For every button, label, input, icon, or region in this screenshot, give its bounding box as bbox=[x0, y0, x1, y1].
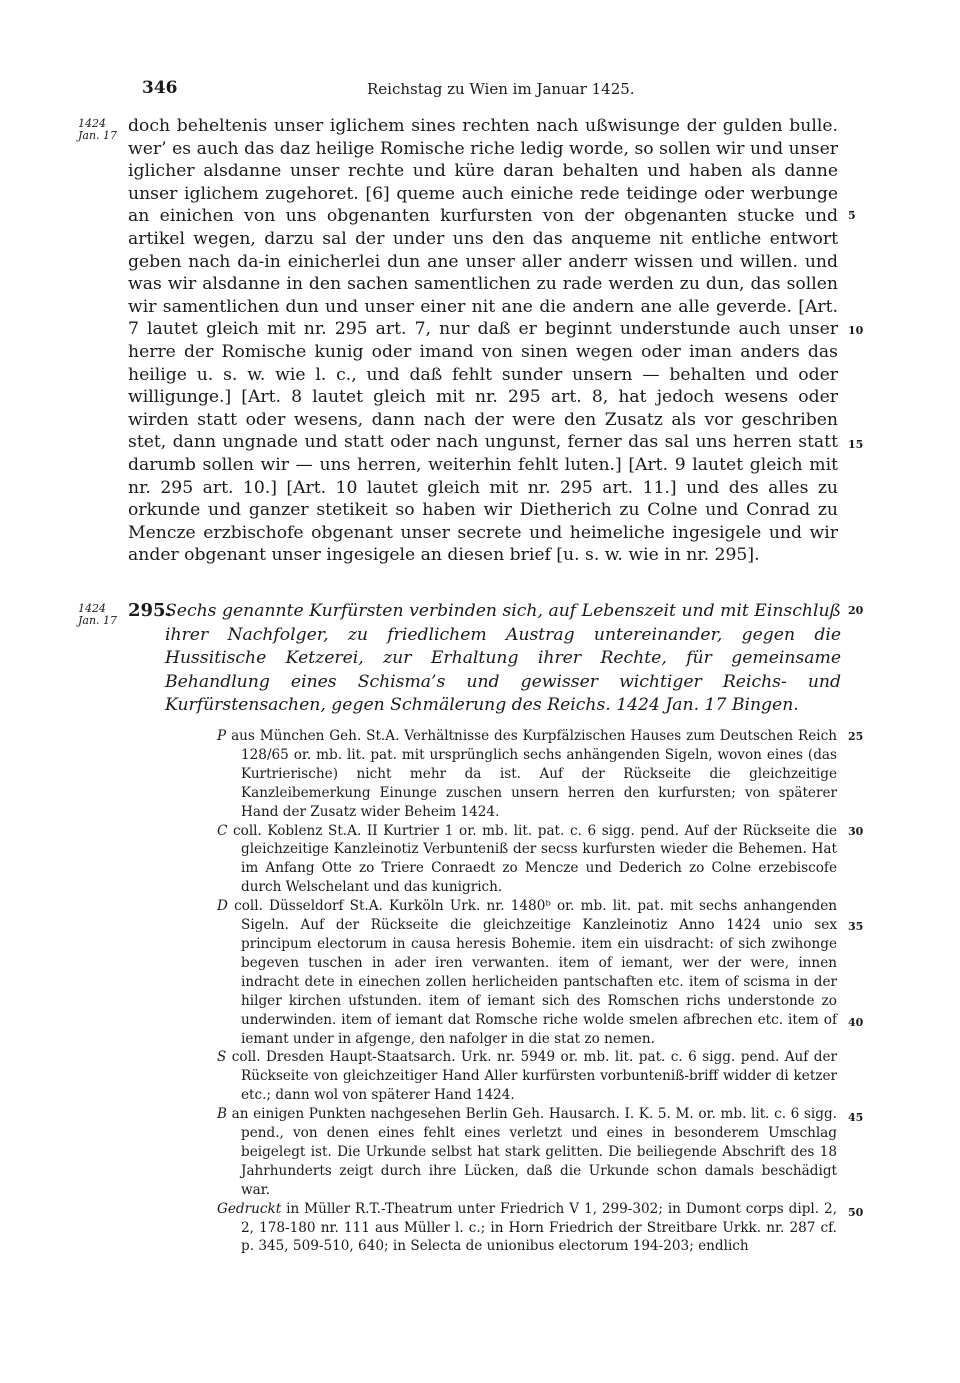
margin-date bbox=[78, 603, 126, 627]
line-number: 40 bbox=[848, 1016, 864, 1029]
apparatus-siglum: Gedruckt bbox=[217, 1200, 282, 1217]
margin-date-year: 1424 bbox=[78, 117, 106, 130]
apparatus-siglum: D bbox=[217, 898, 228, 915]
line-number: 50 bbox=[848, 1206, 864, 1219]
apparatus-text: in Müller R.T.-Theatrum unter Friedrich V 1, 299-302; in Dumont corps dipl. 2, 2, 178-180 nr. 111 aus Müller l. c.; in Horn Friedrich der Streitbare Urkk. nr. 287 cf. p. 345, 509-510, 640; in Selecta de unionibus electorum 194-203; endlich bbox=[241, 1200, 837, 1255]
apparatus-entry bbox=[217, 1200, 837, 1257]
apparatus-entry bbox=[217, 1105, 837, 1200]
line-number: 10 bbox=[848, 324, 864, 337]
document-body-text bbox=[128, 115, 838, 567]
apparatus-text: aus München Geh. St.A. Verhältnisse des Kurpfälzischen Hauses zum Deutschen Reich 128/65 or. mb. lit. pat. mit ursprünglich sechs anhängenden Sigeln, wovon eines (das Kurtrierische) nicht mehr da ist. Auf der Rückseite die gleichzeitige Kanzleibemerkung Einunge zuschen unsern herren den kurfursten; von späterer Hand der Zusatz wider Beheim 1424. bbox=[231, 728, 838, 820]
margin-date-day: Jan. 17 bbox=[78, 129, 118, 142]
line-number: 35 bbox=[848, 920, 864, 933]
apparatus-text: coll. Koblenz St.A. II Kurtrier 1 or. mb. lit. pat. c. 6 sigg. pend. Auf der Rückseite die gleichzeitige Kanzleinotiz Verbunteniß der secss kurfursten wieder die Behemen. Hat im Anfang Otte zo Triere Conraedt zo Mencze und Dederich zo Colne erzebiscofe durch Welschelant und das kunigrich. bbox=[233, 822, 837, 896]
page-number: 346 bbox=[142, 78, 178, 98]
line-number: 30 bbox=[848, 825, 864, 838]
line-number: 15 bbox=[848, 438, 864, 451]
apparatus-siglum: C bbox=[217, 822, 228, 839]
line-number: 25 bbox=[848, 730, 864, 743]
apparatus-entry bbox=[217, 1048, 837, 1105]
apparatus-text: coll. Düsseldorf St.A. Kurköln Urk. nr. 1480ᵇ or. mb. lit. pat. mit sechs anhangenden Sigeln. Auf der Rückseite die gleichzeitige Kanzleinotiz Anno 1424 unio sex principum electorum in causa heresis Bohemie. item ein uisdracht: of sich zwihonge begeven tuschen in ader iren verwanten. item of iemant, wer der were, innen indracht dete in einechen zollen herlicheiden pantschaften etc. item of scisma in der hilger kirchen ufstunden. item of iemant sich des Romschen richs understonde zo underwinden. item of iemant dat Romsche riche wolde smelen afbrechen etc. item of iemant under in afgenge, den nafolger in die stat zo nemen. bbox=[234, 898, 837, 1047]
document-number: 295. bbox=[128, 600, 172, 621]
margin-date-day: Jan. 17 bbox=[78, 614, 118, 627]
page-header bbox=[142, 78, 842, 100]
apparatus-siglum: S bbox=[217, 1049, 227, 1066]
critical-apparatus bbox=[217, 727, 837, 1256]
apparatus-siglum: P bbox=[217, 728, 227, 744]
line-number: 5 bbox=[848, 209, 856, 222]
apparatus-text: coll. Dresden Haupt-Staatsarch. Urk. nr. 5949 or. mb. lit. pat. c. 6 sigg. pend. Auf der Rückseite von gleichzeitiger Hand Aller kurfürsten vorbunteniß-briff widder di ketzer etc.; dann wol von späterer Hand 1424. bbox=[231, 1049, 838, 1104]
line-number: 20 bbox=[848, 604, 864, 617]
body-paragraph: doch beheltenis unser iglichem sines rechten nach ußwisunge der gulden bulle. wer’ es auch das daz heilige Romische riche ledig worde, so sollen wir und unser iglicher alsdanne unser rechte und küre daran behalten und haben als danne unser iglichem zugehoret. [6] queme auch einiche rede teidinge oder werbunge an einichen von uns obgenanten kurfursten von der obgenanten stucke und artikel wegen, darzu sal der under uns den das anqueme nit entliche entwort geben nach da-in einicherlei dun ane unser aller anderr wissen und willen. und was wir alsdanne in den sachen samentlichen zu rade werden zu dun, das sollen wir samentlichen dun und unser einer nit ane die andern ane alle geverde. [Art. 7 lautet gleich mit nr. 295 art. 7, nur daß er beginnt understunde auch unser herre der Romische kunig oder imand von sinen wegen oder iman anders das heilige u. s. w. wie l. c., und daß fehlt sunder unsern — behalten und oder willigunge.] [Art. 8 lautet gleich mit nr. 295 art. 8, hat jedoch wesens oder wirden statt oder wesens, dann nach der were den Zusatz als vor geschriben stet, dann ungnade und statt oder nach ungunst, ferner das sal uns herren statt darumb sollen wir — uns herren, weiterhin fehlt luten.] [Art. 9 lautet gleich mit nr. 295 art. 10.] [Art. 10 lautet gleich mit nr. 295 art. 11.] und des alles zu orkunde und ganzer stetikeit so haben wir Dietherich zu Colne und Conrad zu Mencze erzbischofe obgenant unser secrete und heimeliche ingesigele und wir ander obgenant unser ingesigele an diesen brief [u. s. w. wie in nr. 295]. bbox=[128, 116, 838, 566]
apparatus-siglum: B bbox=[217, 1106, 227, 1123]
margin-date-year: 1424 bbox=[78, 602, 106, 615]
line-number: 45 bbox=[848, 1111, 864, 1124]
document-title: Sechs genannte Kurfürsten verbinden sich, auf Lebenszeit und mit Einschluß ihrer Nachfolger, zu friedlichem Austrag untereinander, gegen die Hussitische Ketzerei, zur Erhaltung ihrer Rechte, für gemeinsame Behandlung eines Schisma’s und gewisser wichtiger Reichs- und Kurfürstensachen, gegen Schmälerung des Reichs. 1424 Jan. 17 Bingen. bbox=[165, 601, 841, 715]
apparatus-text: an einigen Punkten nachgesehen Berlin Geh. Hausarch. I. K. 5. M. or. mb. lit. c. 6 sigg. pend., von denen eines fehlt eines verletzt und eines in besonderem Umschlag beigelegt ist. Die Urkunde selbst hat stark gelitten. Die beiliegende Abschrift des 18 Jahrhunderts zeigt durch ihre Lücken, daß die Urkunde schon damals beschädigt war. bbox=[231, 1106, 837, 1198]
apparatus-entry bbox=[217, 897, 837, 1048]
margin-date bbox=[78, 118, 126, 142]
running-title: Reichstag zu Wien im Januar 1425. bbox=[367, 80, 635, 98]
apparatus-entry bbox=[217, 822, 837, 898]
apparatus-entry bbox=[217, 727, 837, 822]
